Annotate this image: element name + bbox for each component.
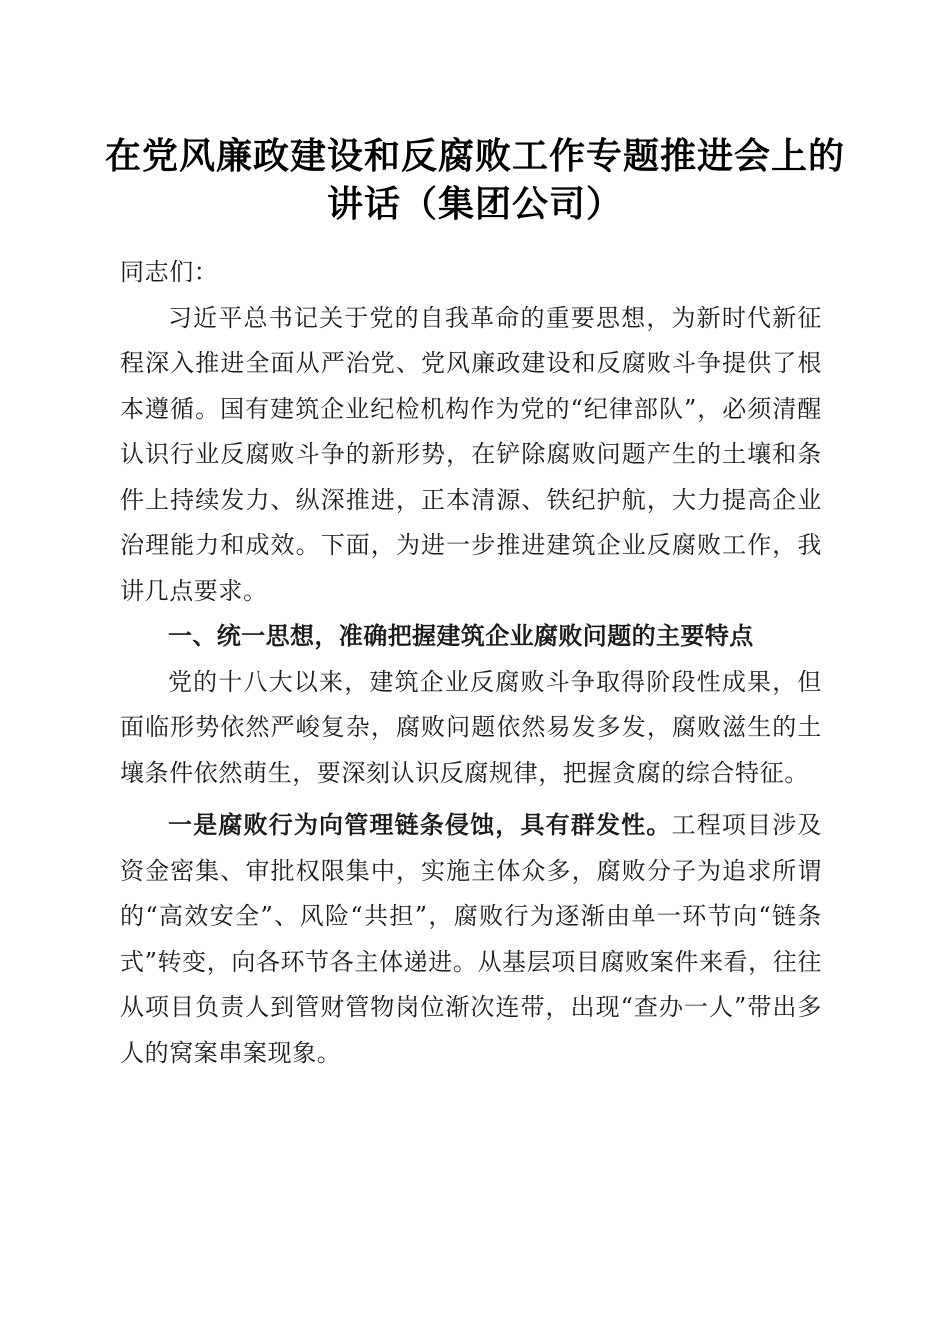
title-line-1: 在党风廉政建设和反腐败工作专题推进会上的 xyxy=(104,135,845,177)
section-1-heading: 一、统一思想，准确把握建筑企业腐败问题的主要特点 xyxy=(168,622,754,650)
document-body xyxy=(120,250,822,1076)
section-1-paragraph: 党的十八大以来，建筑企业反腐败斗争取得阶段性成果，但面临形势依然严峻复杂，腐败问题依然易发多发，腐败滋生的土壤条件依然萌生，要深刻认识反腐规律，把握贪腐的综合特征。 xyxy=(120,667,822,787)
document-title xyxy=(100,132,850,228)
intro-paragraph: 习近平总书记关于党的自我革命的重要思想，为新时代新征程深入推进全面从严治党、党风廉政建设和反腐败斗争提供了根本遵循。国有建筑企业纪检机构作为党的“纪律部队”，必须清醒认识行业反腐败斗争的新形势，在铲除腐败问题产生的土壤和条件上持续发力、纵深推进，正本清源、铁纪护航，大力提高企业治理能力和成效。下面，为进一步推进建筑企业反腐败工作，我讲几点要求。 xyxy=(120,303,822,605)
point-1-lead: 一是腐败行为向管理链条侵蚀，具有群发性。 xyxy=(168,810,672,839)
title-line-2: 讲话（集团公司） xyxy=(326,183,623,225)
point-1-body: 工程项目涉及资金密集、审批权限集中，实施主体众多，腐败分子为追求所谓的“高效安全”、风险“共担”，腐败行为逐渐由单一环节向“链条式”转变，向各环节各主体递进。从基层项目腐败案件来看，往往从项目负责人到管财管物岗位渐次连带，出现“查办一人”带出多人的窝案串案现象。 xyxy=(120,811,822,1067)
salutation: 同志们： xyxy=(120,258,219,286)
point-1-paragraph xyxy=(120,802,822,1076)
